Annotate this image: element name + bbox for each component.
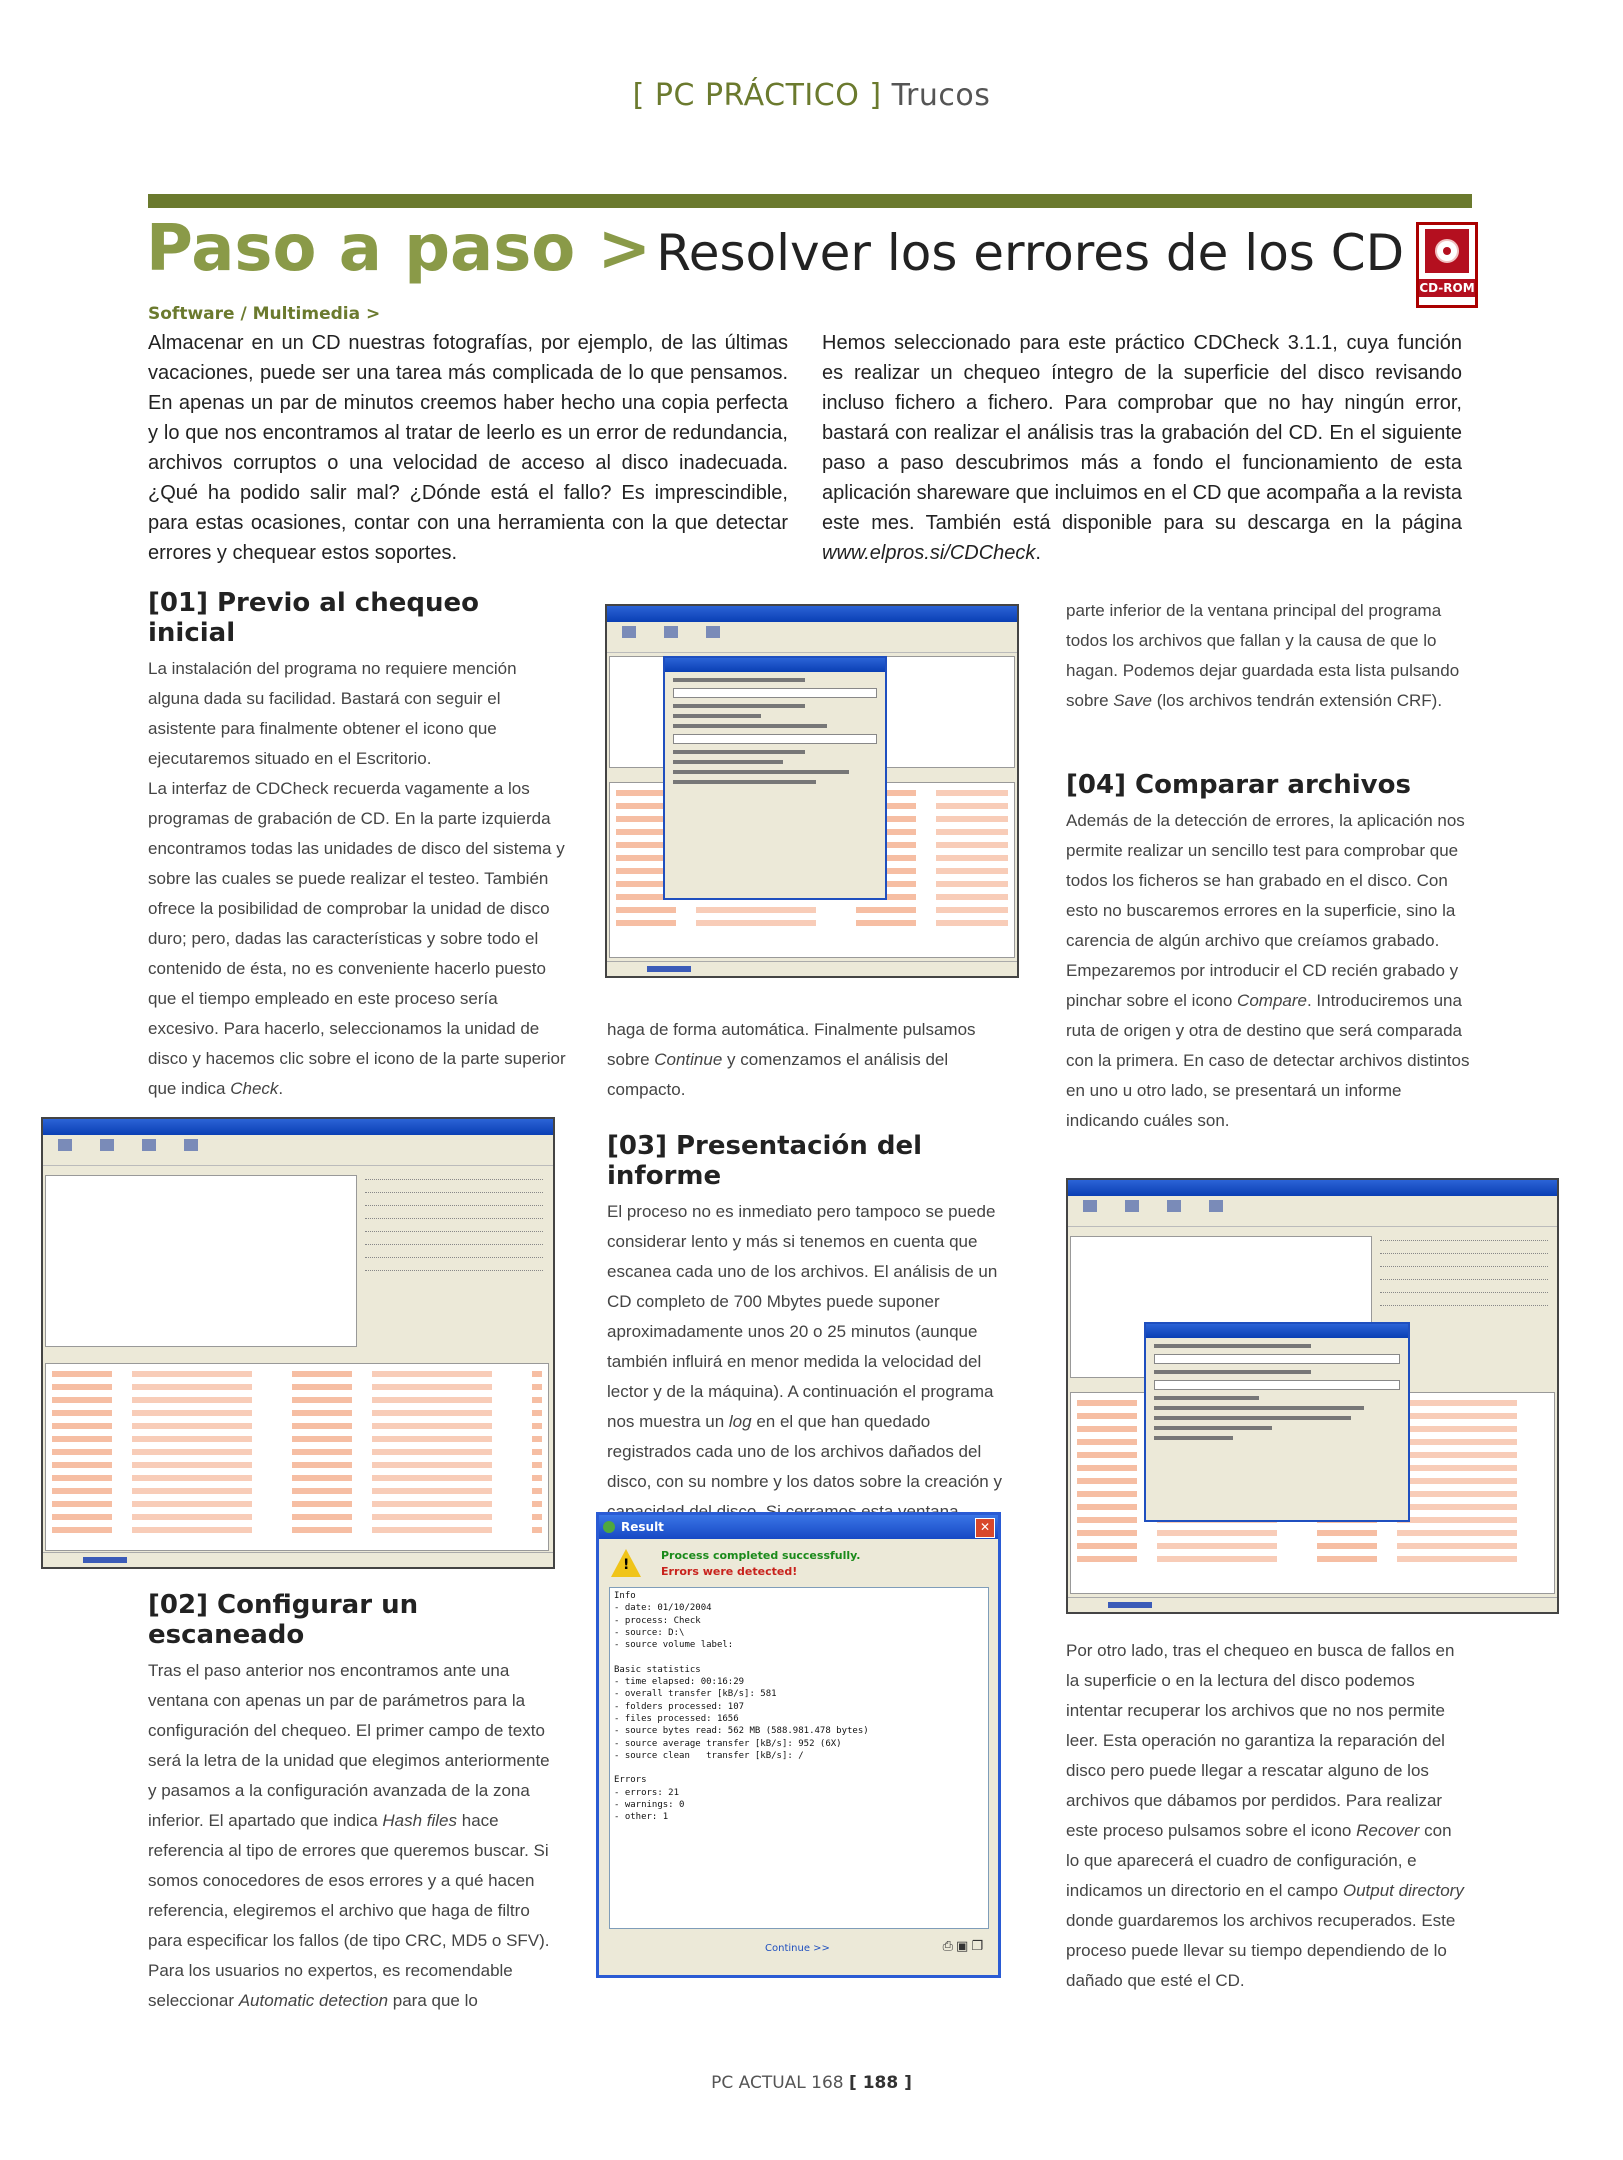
error-log	[45, 1363, 549, 1551]
section-02	[148, 1590, 558, 2016]
result-titlebar: Result ✕	[599, 1515, 998, 1539]
screenshot-checking-setup	[605, 604, 1019, 978]
page-number: [ 188 ]	[849, 2073, 912, 2093]
magazine-name: PC ACTUAL 168	[711, 2073, 844, 2093]
section-04	[1066, 770, 1476, 1136]
section-02-heading: [02] Configurar un escaneado	[148, 1590, 419, 1650]
download-link[interactable]: www.elpros.si/CDCheck	[822, 542, 1036, 564]
page-footer	[0, 2073, 1623, 2093]
stats-panel	[359, 1175, 549, 1345]
window-toolbar-3	[1068, 1196, 1557, 1227]
screenshot-main-window	[41, 1117, 555, 1569]
result-log: Info - date: 01/10/2004 - process: Check - source: D:\ - source volume label: Basic statistics - time elapsed: 00:16:29 - overall transfer [kB/s]: 581 - folders processed: 107 - files processed: 1656 - source bytes read: 562 MB (588.981.478 bytes) - source average transfer [kB/s]: 952 (6X) - source clean transfer [kB/s]: / Errors - errors: 21 - warnings: 0 - other: 1	[609, 1587, 989, 1929]
screenshot-compare-setup	[1066, 1178, 1559, 1614]
section-04-p1: Además de la detección de errores, la aplicación nos permite realizar un sencillo test para comprobar que todos los ficheros se han grabado en el disco. Con esto no buscaremos errores en la superficie, sino la carencia de algún archivo que creíamos grabado. Empezaremos por introducir el CD recién grabado y pinchar sobre el icono Compare. Introduciremos una ruta de origen y otra de destino que será comparada con la primera. En caso de detectar archivos distintos en uno u otro lado, se presentará un informe indicando cuáles son.	[1066, 811, 1470, 1130]
section-05: Por otro lado, tras el chequeo en busca de fallos en la superficie o en la lectura del disco podemos intentar recuperar los archivos que no nos permite leer. Esta operación no garantiza la reparación del disco pero puede llegar a rescatar alguno de los archivos que dábamos por perdidos. Para realizar este proceso pulsamos sobre el icono Recover con lo que aparecerá el cuadro de configuración, e indicamos un directorio en el campo Output directory donde guardaremos los archivos recuperados. Este proceso puede llevar su tiempo dependiendo de lo dañado que esté el CD.	[1066, 1641, 1464, 1990]
article-title	[146, 212, 1404, 286]
result-error-text: Errors were detected!	[661, 1565, 798, 1578]
section-01-p2: La interfaz de CDCheck recuerda vagamente a los programas de grabación de CD. En la parte izquierda encontramos todas las unidades de disco del sistema y sobre las cuales se puede realizar el testeo. También ofrece la posibilidad de comprobar la unidad de disco duro; pero, dadas las características y sobre todo el contenido de ésta, no es conveniente hacerlo puesto que el tiempo empleado en este proceso sería excesivo. Para hacerlo, seleccionamos la unidad de disco y hacemos clic sobre el icono de la parte superior que indica Check.	[148, 779, 566, 1098]
window-titlebar	[43, 1119, 553, 1135]
statusbar-3	[1068, 1597, 1557, 1612]
drive-tree	[45, 1175, 357, 1347]
section-03-heading: [03] Presentación del informe	[607, 1131, 923, 1191]
section-01-p1: La instalación del programa no requiere mención alguna dada su facilidad. Bastará con seguir el asistente para finalmente obtener el icono que ejecutaremos situado en el Escritorio.	[148, 659, 517, 768]
cd-rom-label: CD-ROM	[1419, 281, 1475, 295]
section-01	[148, 588, 568, 1104]
result-action-icons	[943, 1939, 986, 1954]
cd-rom-badge	[1416, 222, 1478, 308]
result-window	[596, 1512, 1001, 1978]
close-icon[interactable]: ✕	[975, 1518, 995, 1538]
copy-icon[interactable]: ❐	[971, 1939, 986, 1954]
section-03	[607, 1131, 1017, 1557]
page-header	[0, 78, 1623, 113]
title-main: Resolver los errores de los CD	[656, 224, 1405, 282]
category-label: Software / Multimedia >	[148, 304, 381, 324]
window-toolbar	[43, 1135, 553, 1166]
result-app-icon	[603, 1521, 615, 1533]
section-02-continued: haga de forma automática. Finalmente pulsamos sobre Continue y comenzamos el análisis del compacto.	[607, 1020, 976, 1099]
warning-icon: !	[611, 1549, 641, 1577]
section-03-p1: El proceso no es inmediato pero tampoco se puede considerar lento y más si tenemos en cuenta que escanea cada uno de los archivos. El análisis de un CD completo de 700 Mbytes puede suponer aproximadamente unos 20 o 25 minutos (aunque también influirá en menor medida la velocidad del lector y de la máquina). A continuación el programa nos muestra un log en el que han quedado registrados cada uno de los archivos dañados del disco, con su nombre y los datos sobre la creación y	[607, 1202, 1002, 1491]
section-03-continued: parte inferior de la ventana principal del programa todos los archivos que fallan y la causa de que lo hagan. Podemos dejar guardada esta lista pulsando sobre Save (los archivos tendrán extensión CRF).	[1066, 601, 1460, 710]
section-04-heading: [04] Comparar archivos	[1066, 770, 1411, 800]
window-titlebar-3	[1068, 1180, 1557, 1196]
statusbar	[43, 1552, 553, 1567]
cd-disc-icon	[1425, 229, 1469, 273]
print-icon[interactable]: ⎙	[942, 1939, 957, 1954]
save-icon[interactable]: ▣	[956, 1939, 972, 1954]
title-lead: Paso a paso >	[146, 212, 652, 286]
subsection-label: Trucos	[891, 78, 991, 113]
checking-setup-dialog	[663, 656, 887, 900]
section-01-heading: [01] Previo al chequeo inicial	[148, 588, 479, 648]
result-success-text: Process completed successfully.	[661, 1549, 861, 1562]
continue-button[interactable]: Continue >>	[765, 1943, 830, 1954]
compare-setup-dialog	[1144, 1322, 1410, 1522]
window-titlebar-2	[607, 606, 1017, 622]
window-toolbar-2	[607, 622, 1017, 653]
intro-left: Almacenar en un CD nuestras fotografías, por ejemplo, de las últimas vacaciones, puede ser una tarea más complicada de lo que pensamos. En apenas un par de minutos creemos haber hecho una copia perfecta y lo que nos encontramos al tratar de leerlo es un error de redundancia, archivos corruptos o una velocidad de acceso al disco inadecuada. ¿Qué ha podido salir mal? ¿Dónde está el fallo? Es imprescindible, para estas ocasiones, contar con una herramienta con la que detectar errores y chequear estos soportes.	[148, 332, 788, 564]
section-02-p1: Tras el paso anterior nos encontramos ante una ventana con apenas un par de parámetros para la configuración del chequeo. El primer campo de texto será la letra de la unidad que elegimos anteriormente y pasamos a la configuración avanzada de la zona inferior. El apartado que indica Hash files hace referencia al tipo de errores que queremos buscar. Si somos conocedores de esos errores y a qué hacen referencia, elegiremos el archivo que haga de filtro para especificar los fallos (de tipo CRC, MD5 o SFV). Para los usuarios no expertos, es recomendable seleccionar Automatic detection para que lo	[148, 1661, 550, 2010]
header-rule	[148, 194, 1472, 208]
section-label: [ PC PRÁCTICO ]	[632, 78, 882, 113]
intro-right: Hemos seleccionado para este práctico CDCheck 3.1.1, cuya función es realizar un chequeo íntegro de la superficie del disco revisando incluso fichero a fichero. Para comprobar que no hay ningún error, bastará con realizar el análisis tras la grabación del CD. En el siguiente paso a paso descubrimos más a fondo el funcionamiento de esta aplicación shareware que incluimos en el CD que acompaña a la revista este mes. También está disponible para su descarga en la página www.elpros.si/CDCheck.	[822, 332, 1462, 564]
statusbar-2	[607, 961, 1017, 976]
